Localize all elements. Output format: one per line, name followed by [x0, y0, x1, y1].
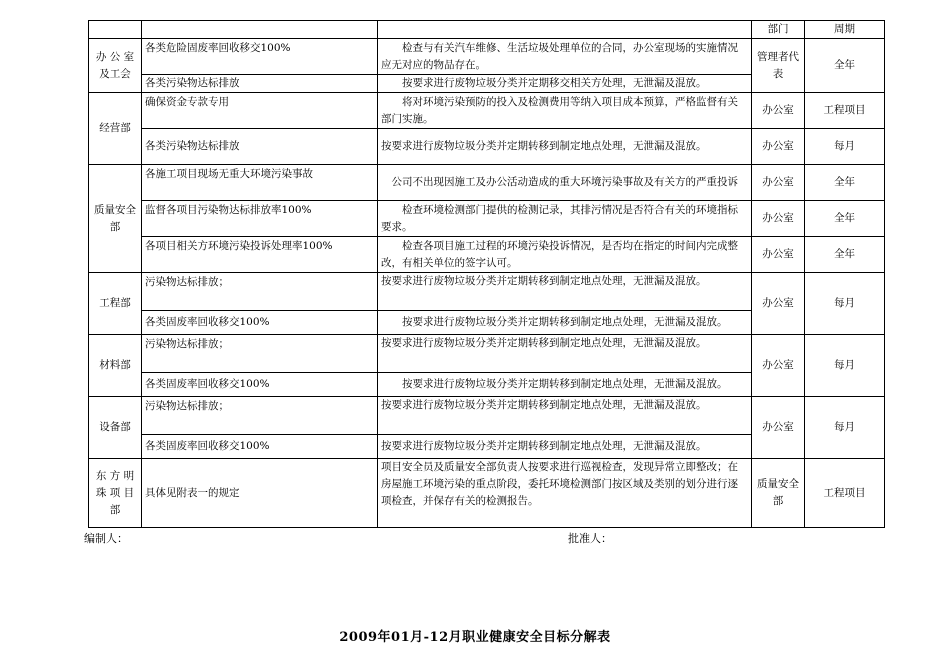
desc-cell: 按要求进行废物垃圾分类并定期转移到制定地点处理，无泄漏及混放。 — [378, 273, 752, 311]
goal-cell: 各类危险固废率回收移交100% — [142, 39, 378, 75]
desc-cell: 项目安全员及质量安全部负责人按要求进行巡视检查，发现异常立即整改；在房屋施工环境污染的重点阶段，委托环境检测部门按区域及类别的划分进行逐项检查，并保存有关的检测报告。 — [378, 459, 752, 528]
goal-cell: 各类固废率回收移交100% — [142, 373, 378, 397]
desc-cell: 检查环境检测部门提供的检测记录，其排污情况是否符合有关的环境指标要求。 — [378, 201, 752, 237]
desc-cell: 将对环境污染预防的投入及检测费用等纳入项目成本预算，严格监督有关部门实施。 — [378, 93, 752, 129]
dept-cell: 东 方 明 珠 项 目 部 — [89, 459, 142, 528]
desc-cell: 按要求进行废物垃圾分类并定期转移到制定地点处理，无泄漏及混放。 — [378, 335, 752, 373]
goal-cell: 各类固废率回收移交100% — [142, 435, 378, 459]
table-row — [89, 165, 885, 201]
goal-cell: 各施工项目现场无重大环境污染事故 — [142, 165, 378, 201]
table-row — [89, 335, 885, 373]
table-row — [89, 201, 885, 237]
owner-cell: 办公室 — [752, 93, 805, 129]
goal-cell: 各类污染物达标排放 — [142, 129, 378, 165]
desc-cell: 按要求进行废物垃圾分类并定期移交相关方处理，无泄漏及混放。 — [378, 75, 752, 93]
desc-cell: 按要求进行废物垃圾分类并定期转移到制定地点处理，无泄漏及混放。 — [378, 373, 752, 397]
approver-label: 批准人： — [568, 532, 612, 545]
goal-cell: 污染物达标排放； — [142, 273, 378, 311]
goal-cell: 各类污染物达标排放 — [142, 75, 378, 93]
desc-cell: 按要求进行废物垃圾分类并定期转移到制定地点处理，无泄漏及混放。 — [378, 129, 752, 165]
desc-cell: 按要求进行废物垃圾分类并定期转移到制定地点处理，无泄漏及混放。 — [378, 435, 752, 459]
header-cell — [378, 21, 752, 39]
header-period: 周期 — [805, 21, 885, 39]
header-cell — [89, 21, 142, 39]
table-header-row — [89, 21, 885, 39]
owner-cell: 办公室 — [752, 397, 805, 459]
table-row — [89, 397, 885, 435]
dept-cell: 材料部 — [89, 335, 142, 397]
table-row — [89, 273, 885, 311]
table-row — [89, 39, 885, 75]
table-row — [89, 237, 885, 273]
period-cell: 每月 — [805, 273, 885, 335]
goal-cell: 各类固废率回收移交100% — [142, 311, 378, 335]
period-cell: 工程项目 — [805, 459, 885, 528]
compiler-label: 编制人： — [84, 532, 128, 545]
owner-cell: 办公室 — [752, 165, 805, 201]
target-breakdown-table — [88, 20, 885, 528]
period-cell: 每月 — [805, 129, 885, 165]
period-cell: 全年 — [805, 237, 885, 273]
goal-cell: 污染物达标排放； — [142, 397, 378, 435]
dept-cell: 办 公 室 及工会 — [89, 39, 142, 93]
period-cell: 每月 — [805, 397, 885, 459]
goal-cell: 具体见附表一的规定 — [142, 459, 378, 528]
owner-cell: 办公室 — [752, 273, 805, 335]
next-table-title: 2009年01月-12月职业健康安全目标分解表 — [339, 630, 611, 645]
goal-cell: 污染物达标排放； — [142, 335, 378, 373]
header-dept: 部门 — [752, 21, 805, 39]
header-cell — [142, 21, 378, 39]
table-row — [89, 93, 885, 129]
goal-cell: 各项目相关方环境污染投诉处理率100% — [142, 237, 378, 273]
desc-cell: 按要求进行废物垃圾分类并定期转移到制定地点处理，无泄漏及混放。 — [378, 397, 752, 435]
owner-cell: 办公室 — [752, 335, 805, 397]
period-cell: 每月 — [805, 335, 885, 397]
owner-cell: 办公室 — [752, 129, 805, 165]
goal-cell: 监督各项目污染物达标排放率100% — [142, 201, 378, 237]
period-cell: 工程项目 — [805, 93, 885, 129]
desc-cell: 按要求进行废物垃圾分类并定期转移到制定地点处理，无泄漏及混放。 — [378, 311, 752, 335]
table-row — [89, 459, 885, 528]
desc-cell: 公司不出现因施工及办公活动造成的重大环境污染事故及有关方的严重投诉 — [378, 165, 752, 201]
owner-cell: 办公室 — [752, 201, 805, 237]
dept-cell: 经营部 — [89, 93, 142, 165]
period-cell: 全年 — [805, 39, 885, 93]
owner-cell: 管理者代表 — [752, 39, 805, 93]
desc-cell: 检查各项目施工过程的环境污染投诉情况，是否均在指定的时间内完成整改，有相关单位的签字认可。 — [378, 237, 752, 273]
goal-cell: 确保资金专款专用 — [142, 93, 378, 129]
dept-cell: 工程部 — [89, 273, 142, 335]
table-row — [89, 129, 885, 165]
period-cell: 全年 — [805, 165, 885, 201]
owner-cell: 办公室 — [752, 237, 805, 273]
desc-cell: 检查与有关汽车维修、生活垃圾处理单位的合同，办公室现场的实施情况应无对应的物品存在。 — [378, 39, 752, 75]
dept-cell: 质量安全部 — [89, 165, 142, 273]
owner-cell: 质量安全部 — [752, 459, 805, 528]
dept-cell: 设备部 — [89, 397, 142, 459]
period-cell: 全年 — [805, 201, 885, 237]
